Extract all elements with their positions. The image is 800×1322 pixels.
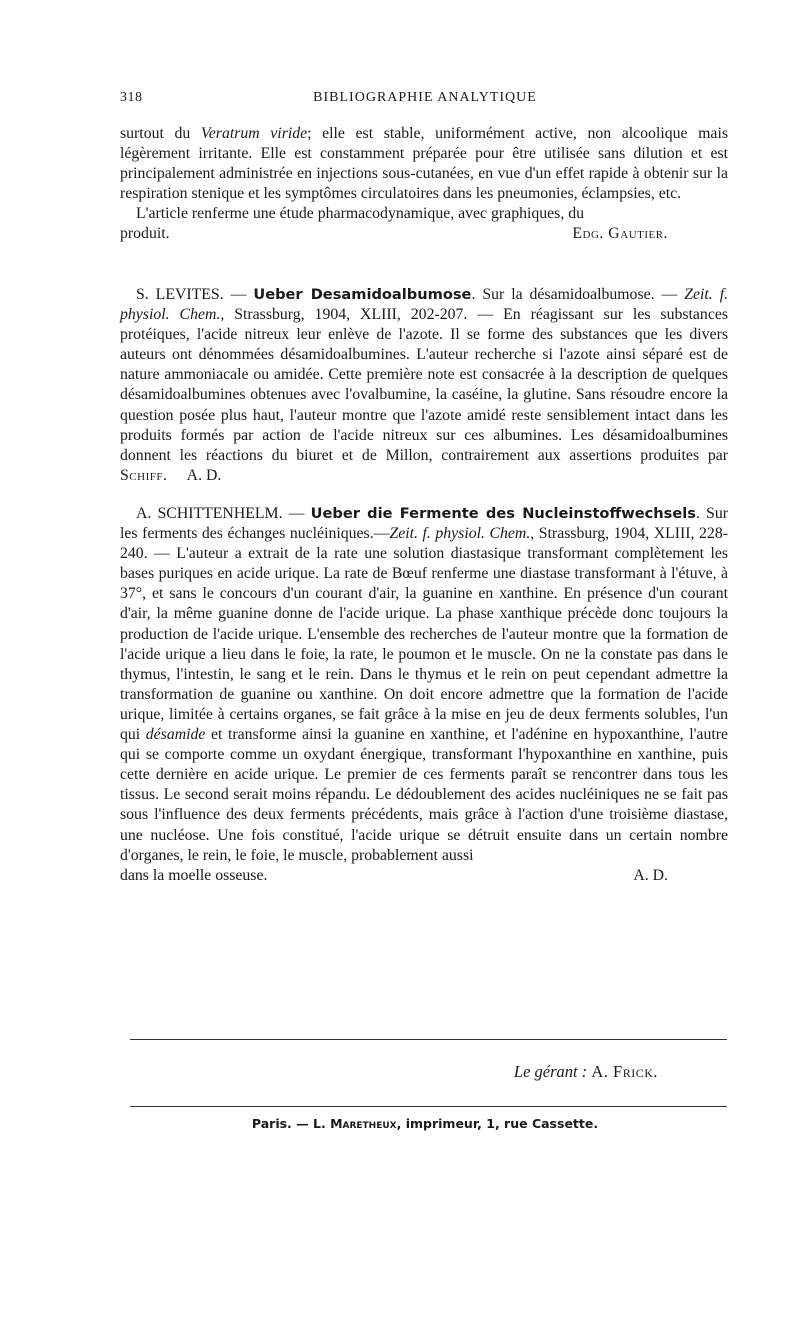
reviewer-signature: A. D. bbox=[186, 466, 222, 484]
entry-paragraph: surtout du Veratrum viride; elle est stable, uniformément active, non alcoolique mais légèrement irritante. Elle est constamment préparée pour être utilisée sans dilution et est principalement administrée en injections sous-cutanées, en vue d'un effet rapide à obtenir sur la respiration stenique et les symptômes circulatoires dans les pneumonies, éclampsies, etc. bbox=[120, 125, 728, 203]
entry-paragraph: S. LEVITES. — Ueber Desamidoalbumose. Sur la désamidoalbumose. — Zeit. f. physiol. Chem., Strassburg, 1904, XLIII, 202-207. — En réagissant sur les substances protéiques, l'acide nitreux leur enlève de l'azote. Il se forme des substances que les divers auteurs ont dénommées désamidoalbumines. L'auteur recherche si l'azote ainsi séparé est de nature ammoniacale ou amidée. Cette première note est consacrée à la description de quelques désamidoalbumines obtenues avec l'ovalbumine, la caséine, la glutine. Sans résoudre encore la question posée plus haut, l'auteur montre que l'azote amidé reste sensiblement intact dans les produits formés par action de l'acide nitreux sur ces albumines. Les désamidoalbumines donnent les réactions du biuret et de Millon, contrairement aux assertions produites par Schiff. A. D. bbox=[120, 286, 729, 484]
entry-paragraph: L'article renferme une étude pharmacodynamique, avec graphiques, du bbox=[136, 205, 585, 223]
review-entry-continued bbox=[120, 124, 728, 245]
journal-name: Zeit. f. physiol. Chem. bbox=[120, 286, 729, 324]
running-head bbox=[120, 90, 730, 110]
divider-rule bbox=[130, 1039, 727, 1040]
printer-imprint: Paris. — L. Maretheux, imprimeur, 1, rue Cassette. bbox=[251, 1116, 599, 1131]
review-entry-schittenhelm bbox=[120, 504, 728, 886]
entry-title: Ueber die Fermente des Nucleinstoffwechsels bbox=[310, 505, 696, 522]
emphasized-term: désamide bbox=[145, 726, 206, 744]
entry-author: S. LEVITES. bbox=[136, 286, 224, 303]
entry-author: A. SCHITTENHELM. bbox=[136, 505, 283, 522]
page-number: 318 bbox=[120, 90, 143, 105]
reviewer-signature: Edg. Gautier. bbox=[572, 225, 668, 243]
entry-paragraph: A. SCHITTENHELM. — Ueber die Fermente des Nucleinstoffwechsels. Sur les ferments des échanges nucléiniques.—Zeit. f. physiol. Chem., Strassburg, 1904, XLIII, 228-240. — L'auteur a extrait de la rate une solution diastasique transformant complètement les bases puriques en acide urique. La rate de Bœuf renferme une diastase transformant à l'étuve, à 37°, et sans le concours d'un courant d'air, la guanine en xanthine. En présence d'un courant d'air, la même guanine donne de l'acide urique. La phase xanthique précède donc toujours la production de l'acide urique. L'ensemble des recherches de l'auteur montre que la formation de l'acide urique a lieu dans le foie, la rate, le poumon et le muscle. On ne la constate pas dans le thymus, l'intestin, le sang et le rein. Dans le thymus et le rein on peut cependant admettre la transformation de guanine ou xanthine. On doit encore admettre que la formation de l'acide urique, limitée à certains organes, se fait grâce à la mise en jeu de deux ferments solubles, l'un qui désamide et transforme ainsi la guanine en xanthine, et l'adénine en hypoxanthine, l'autre qui se comporte comme un oxydant énergique, transformant l'hypoxanthine en xanthine, puis cette dernière en acide urique. Le premier de ces ferments paraît se rencontrer dans tous les tissus. Le second serait moins répandu. Le dédoublement des acides nucléiniques ne se fait pas sous l'influence des deux ferments précédents, mais grâce à l'action d'une troisième diastase, une nucléose. Une fois constitué, l'acide urique se détruit ensuite dans un certain nombre d'organes, le rein, le foie, le muscle, probablement aussi bbox=[120, 505, 728, 864]
species-name: Veratrum viride bbox=[200, 125, 308, 142]
entry-title: Ueber Desamidoalbumose bbox=[253, 286, 472, 303]
gerant-name: A. Frick. bbox=[591, 1062, 658, 1081]
journal-name: Zeit. f. physiol. Chem. bbox=[389, 525, 531, 543]
managing-editor-line bbox=[120, 1062, 658, 1082]
entry-closing-line bbox=[120, 866, 728, 886]
review-entry-levites bbox=[120, 285, 728, 486]
divider-rule bbox=[130, 1106, 727, 1107]
running-title: BIBLIOGRAPHIE ANALYTIQUE bbox=[313, 90, 537, 105]
entry-closing-text: dans la moelle osseuse. bbox=[120, 866, 268, 884]
entry-closing-text: produit. bbox=[120, 225, 170, 243]
cited-author: Schiff bbox=[120, 466, 163, 484]
gerant-label: Le gérant : bbox=[513, 1062, 588, 1081]
printer-name: Maretheux bbox=[330, 1116, 397, 1131]
entry-closing-line bbox=[120, 224, 728, 244]
reviewer-signature: A. D. bbox=[633, 866, 668, 884]
